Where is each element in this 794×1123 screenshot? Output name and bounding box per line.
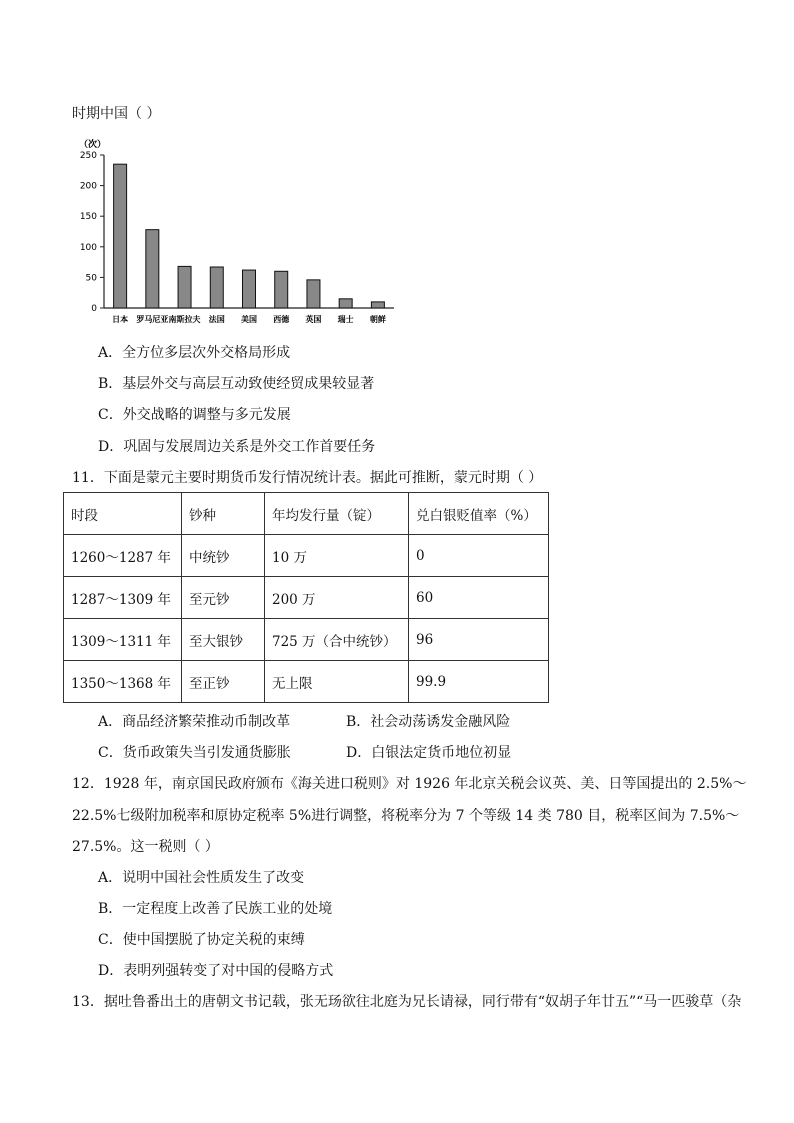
table-cell: 96 [409, 619, 549, 661]
q10-option-d[interactable]: D．巩固与发展周边关系是外交工作首要任务 [98, 439, 376, 455]
table-cell: 60 [409, 577, 549, 619]
bar-8 [339, 299, 352, 308]
table-cell: 无上限 [265, 661, 409, 703]
table-cell: 至元钞 [182, 577, 265, 619]
y-tick-label: 50 [85, 273, 97, 284]
x-category-label: 法国 [208, 315, 225, 324]
y-tick-label: 100 [79, 242, 97, 253]
table-row [64, 619, 549, 661]
table-header-cell: 钞种 [182, 493, 265, 535]
y-tick-label: 150 [79, 212, 97, 223]
q11-option-b[interactable]: B．社会动荡诱发金融风险 [346, 714, 511, 730]
bar-3 [178, 266, 191, 308]
table-cell: 200 万 [265, 577, 409, 619]
diplomacy-visits-bar-chart [62, 135, 402, 325]
bar-6 [275, 271, 288, 308]
q12-stem-line-3: 27.5%。这一税则（ ） [72, 839, 219, 855]
x-category-label: 日本 [112, 315, 129, 324]
table-header-cell: 时段 [64, 493, 182, 535]
y-tick-label: 200 [79, 181, 97, 192]
y-tick-label: 0 [91, 304, 97, 314]
table-header-cell: 兑白银贬值率（%） [409, 493, 549, 535]
q12-option-d[interactable]: D．表明列强转变了对中国的侵略方式 [98, 963, 334, 979]
q12-stem-line-2: 22.5%七级附加税率和原协定税率 5%进行调整，将税率分为 7 个等级 14 类 780 目，税率区间为 7.5%～ [72, 808, 740, 824]
table-cell: 1287～1309 年 [64, 577, 182, 619]
table-cell: 1350～1368 年 [64, 661, 182, 703]
table-cell: 10 万 [265, 535, 409, 577]
bar-1 [114, 164, 127, 308]
table-header-row [64, 493, 549, 535]
q11-option-c[interactable]: C．货币政策失当引发通货膨胀 [98, 745, 291, 761]
table-header-cell: 年均发行量（锭） [265, 493, 409, 535]
q10-option-b[interactable]: B．基层外交与高层互动致使经贸成果较显著 [98, 376, 375, 392]
table-cell: 1260～1287 年 [64, 535, 182, 577]
currency-issuance-table [63, 492, 549, 703]
x-category-label: 西德 [273, 315, 290, 324]
q12-option-a[interactable]: A．说明中国社会性质发生了改变 [98, 870, 305, 886]
x-category-label: 南斯拉夫 [168, 315, 201, 324]
bar-2 [146, 230, 159, 308]
table-cell: 1309～1311 年 [64, 619, 182, 661]
q10-stem-tail: 时期中国（ ） [72, 106, 161, 122]
table-cell: 725 万（合中统钞） [265, 619, 409, 661]
x-category-label: 英国 [305, 315, 322, 324]
table-cell: 99.9 [409, 661, 549, 703]
bar-5 [243, 270, 256, 308]
q12-option-c[interactable]: C．使中国摆脱了协定关税的束缚 [98, 932, 305, 948]
x-category-label: 瑞士 [337, 315, 354, 324]
x-category-label: 罗马尼亚 [136, 315, 169, 324]
table-row [64, 661, 549, 703]
q10-option-c[interactable]: C．外交战略的调整与多元发展 [98, 407, 291, 423]
q13-stem-line-1: 13．据吐鲁番出土的唐朝文书记载，张无玚欲往北庭为兄长请禄，同行带有“奴胡子年廿五”“马一匹骏草（杂 [72, 994, 742, 1010]
q10-option-a[interactable]: A．全方位多层次外交格局形成 [98, 345, 291, 361]
table-cell: 0 [409, 535, 549, 577]
q12-option-b[interactable]: B．一定程度上改善了民族工业的处境 [98, 901, 333, 917]
q11-option-a[interactable]: A．商品经济繁荣推动币制改革 [98, 714, 291, 730]
table-row [64, 577, 549, 619]
table-row [64, 535, 549, 577]
bar-7 [307, 280, 320, 308]
table-cell: 至正钞 [182, 661, 265, 703]
chart-y-unit: （次） [79, 140, 107, 150]
x-category-label: 朝鲜 [369, 315, 386, 324]
table-cell: 至大银钞 [182, 619, 265, 661]
x-category-label: 美国 [241, 315, 257, 324]
bar-4 [210, 267, 223, 308]
q12-stem-line-1: 12．1928 年，南京国民政府颁布《海关进口税则》对 1926 年北京关税会议英、美、日等国提出的 2.5%～ [72, 776, 747, 792]
table-cell: 中统钞 [182, 535, 265, 577]
q11-stem: 11．下面是蒙元主要时期货币发行情况统计表。据此可推断，蒙元时期（ ） [72, 470, 543, 486]
y-tick-label: 250 [79, 151, 97, 161]
q11-option-d[interactable]: D．白银法定货币地位初显 [346, 745, 512, 761]
bar-9 [371, 302, 384, 308]
